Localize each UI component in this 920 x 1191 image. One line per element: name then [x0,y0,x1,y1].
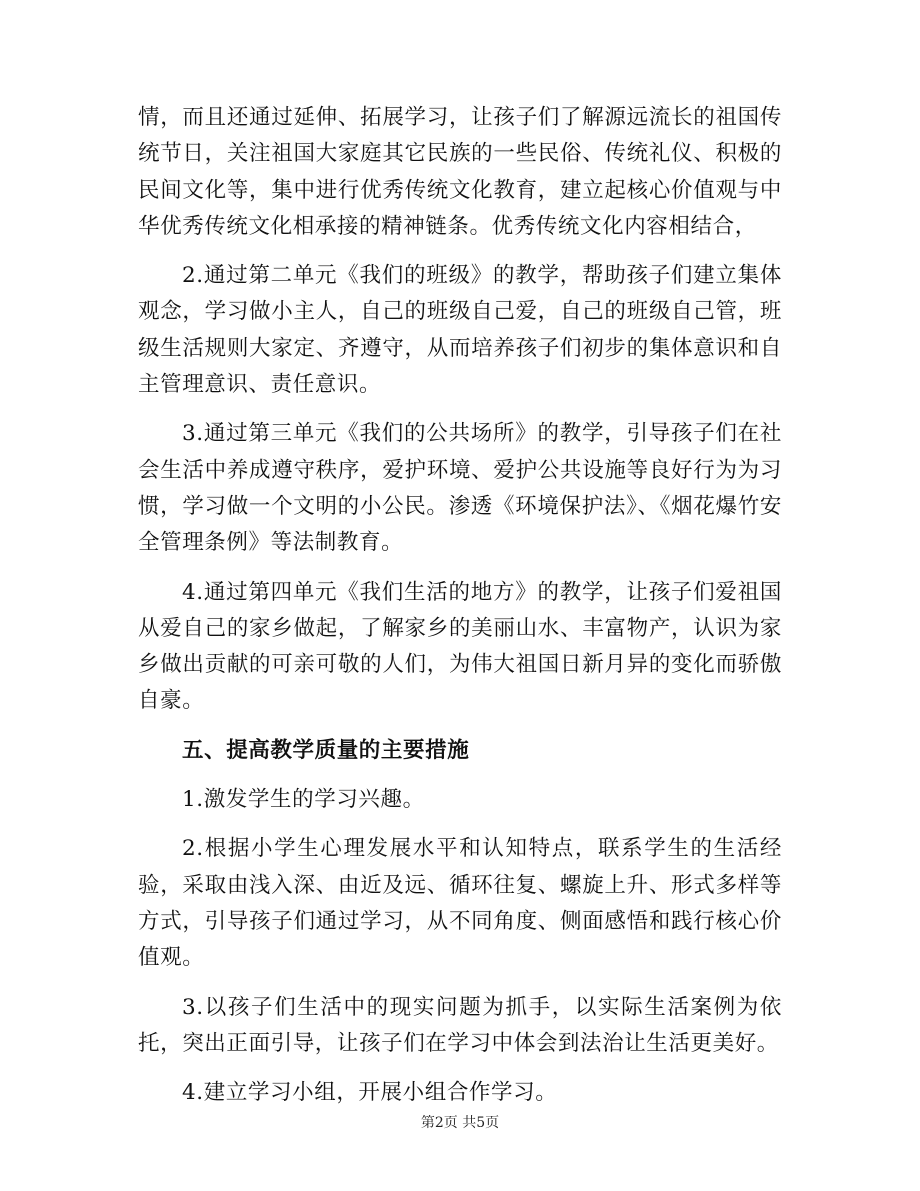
paragraph-unit-four: 4.通过第四单元《我们生活的地方》的教学，让孩子们爱祖国从爱自己的家乡做起，了解家乡的美丽山水、丰富物产，认识为家乡做出贡献的可亲可敬的人们，为伟大祖国日新月异的变化而骄傲自豪。 [138,579,782,714]
section-heading-measures: 五、提高教学质量的主要措施 [182,737,470,763]
measure-item-1: 1.激发学生的学习兴趣。 [182,787,425,813]
paragraph-unit-two: 2.通过第二单元《我们的班级》的教学，帮助孩子们建立集体观念，学习做小主人，自己的班级自己爱，自己的班级自己管，班级生活规则大家定、齐遵守，从而培养孩子们初步的集体意识和自主管理意识、责任意识。 [138,263,782,398]
measure-item-2: 2.根据小学生心理发展水平和认知特点，联系学生的生活经验，采取由浅入深、由近及远、循环往复、螺旋上升、形式多样等方式，引导孩子们通过学习，从不同角度、侧面感悟和践行核心价值观。 [138,836,782,971]
paragraph-continuation: 情，而且还通过延伸、拓展学习，让孩子们了解源远流长的祖国传统节日，关注祖国大家庭其它民族的一些民俗、传统礼仪、积极的民间文化等，集中进行优秀传统文化教育，建立起核心价值观与中华优秀传统文化相承接的精神链条。优秀传统文化内容相结合， [138,105,782,239]
page-number-footer: 第2页 共5页 [420,1115,500,1131]
measure-item-3: 3.以孩子们生活中的现实问题为抓手，以实际生活案例为依托，突出正面引导，让孩子们在学习中体会到法治让生活更美好。 [138,994,782,1056]
paragraph-unit-three: 3.通过第三单元《我们的公共场所》的教学，引导孩子们在社会生活中养成遵守秩序，爱护环境、爱护公共设施等良好行为为习惯，学习做一个文明的小公民。渗透《环境保护法》、《烟花爆竹安全管理条例》等法制教育。 [138,421,782,556]
measure-item-4: 4.建立学习小组，开展小组合作学习。 [182,1080,558,1106]
document-body [138,100,782,1124]
